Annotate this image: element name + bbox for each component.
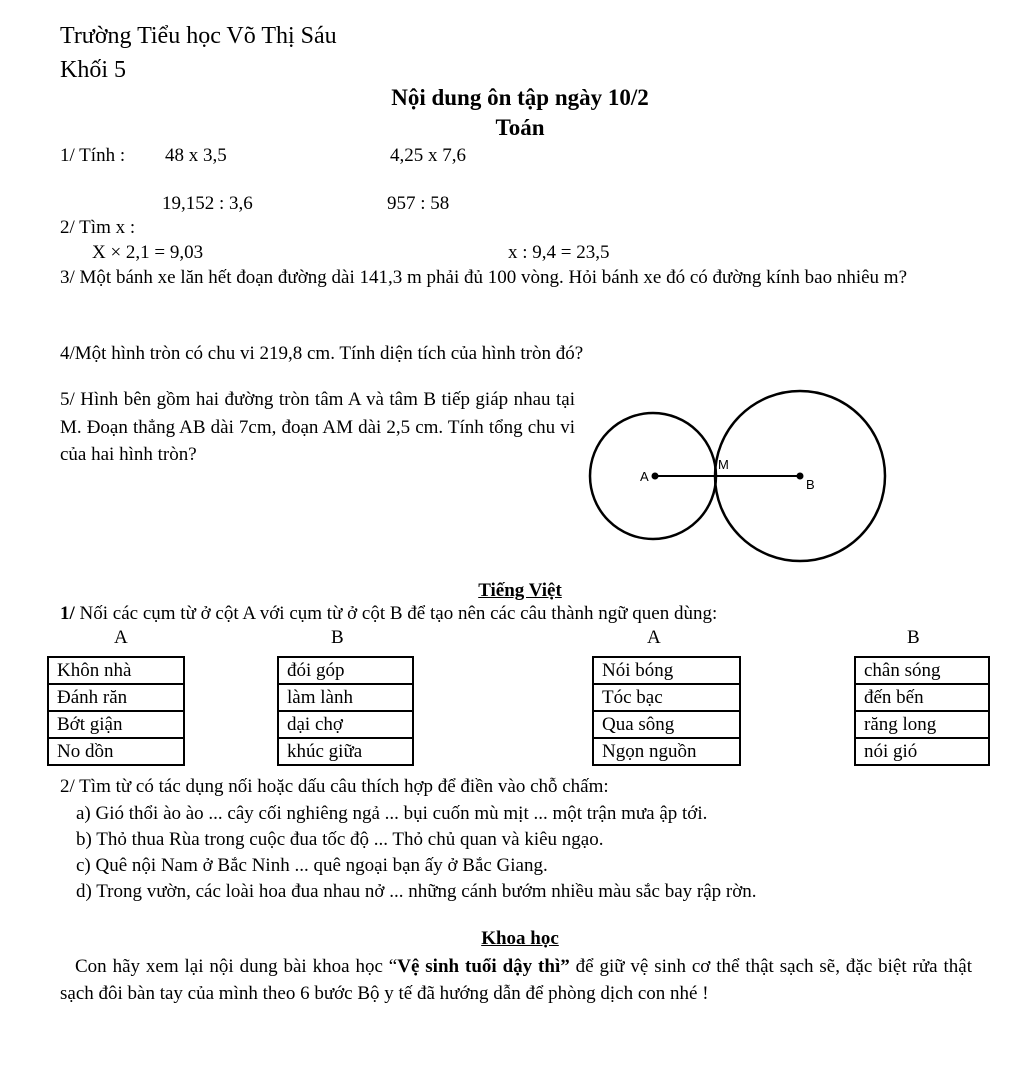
math-q1-item: 4,25 x 7,6 <box>390 145 466 166</box>
phrase-cell: Ngọn nguồn <box>602 741 697 762</box>
column-a-heading: A <box>647 627 661 648</box>
phrase-cell: răng long <box>856 712 988 739</box>
phrase-cell: khúc giữa <box>287 741 363 762</box>
column-a-heading: A <box>114 627 128 648</box>
column-b-heading: B <box>331 627 344 648</box>
math-q1-item: 957 : 58 <box>387 193 450 214</box>
math-q2-label: 2/ Tìm x : <box>60 217 136 238</box>
science-text-end: để giữ vệ sinh cơ thể thật sạch sẽ, đặc biệt rửa thật sạch đôi bàn tay của mình theo 6 bước Bộ y tế đã hướng dẫn để phòng dịch con nhé ! <box>60 956 972 1004</box>
phrase-cell: làm lành <box>279 685 412 712</box>
vietnamese-heading: Tiếng Việt <box>478 580 562 601</box>
phrase-cell: Bớt giận <box>49 712 183 739</box>
phrase-cell: Nói bóng <box>594 658 739 685</box>
phrase-cell: Khôn nhà <box>49 658 183 685</box>
phrase-cell: No dồn <box>57 741 114 762</box>
label-m: M <box>718 457 729 472</box>
point-b-dot <box>797 473 804 480</box>
matching-table-1a <box>47 656 185 766</box>
phrase-cell: Tóc bạc <box>594 685 739 712</box>
science-text-start: Con hãy xem lại nội dung bài khoa học “ <box>75 956 398 977</box>
matching-table-1b <box>277 656 414 766</box>
point-a-dot <box>652 473 659 480</box>
math-q2-equation: x : 9,4 = 23,5 <box>508 242 610 263</box>
phrase-cell: chân sóng <box>856 658 988 685</box>
math-heading: Toán <box>495 115 545 140</box>
science-text <box>60 954 972 1008</box>
matching-table-2b <box>854 656 990 766</box>
column-b-heading: B <box>907 627 920 648</box>
label-b: B <box>806 477 815 492</box>
page-title: Nội dung ôn tập ngày 10/2 <box>391 85 649 110</box>
vietnamese-q2-label: 2/ Tìm từ có tác dụng nối hoặc dấu câu thích hợp để điền vào chỗ chấm: <box>60 776 609 797</box>
math-q1-item: 19,152 : 3,6 <box>162 193 253 214</box>
label-a: A <box>640 469 649 484</box>
vietnamese-q1-instruction <box>60 603 717 626</box>
phrase-cell: đói góp <box>279 658 412 685</box>
vietnamese-q2-item: d) Trong vườn, các loài hoa đua nhau nở ... những cánh bướm nhiều màu sắc bay rập rờn. <box>76 881 757 902</box>
phrase-cell: dại chợ <box>279 712 412 739</box>
math-q4-text: 4/Một hình tròn có chu vi 219,8 cm. Tính diện tích của hình tròn đó? <box>60 343 584 364</box>
grade-label: Khối 5 <box>60 57 126 83</box>
math-q1-label: 1/ Tính : <box>60 145 126 166</box>
matching-table-2a <box>592 656 741 766</box>
phrase-cell: Đánh răn <box>49 685 183 712</box>
phrase-cell: đến bến <box>856 685 988 712</box>
math-q1-item: 48 x 3,5 <box>165 145 227 166</box>
vietnamese-q2-item: c) Quê nội Nam ở Bắc Ninh ... quê ngoại bạn ấy ở Bắc Giang. <box>76 855 548 876</box>
math-q5-text: 5/ Hình bên gồm hai đường tròn tâm A và tâm B tiếp giáp nhau tại M. Đoạn thẳng AB dài 7cm, đoạn AM dài 2,5 cm. Tính tổng chu vi của hai hình tròn? <box>60 389 575 466</box>
school-name: Trường Tiểu học Võ Thị Sáu <box>60 23 337 49</box>
vietnamese-q1-number: 1/ <box>60 603 75 624</box>
math-q2-equation: X × 2,1 = 9,03 <box>92 242 204 263</box>
science-lesson-title: Vệ sinh tuổi dậy thì” <box>397 956 570 977</box>
vietnamese-q2-item: b) Thỏ thua Rùa trong cuộc đua tốc độ ... Thỏ chủ quan và kiêu ngạo. <box>76 829 604 850</box>
vietnamese-q2-item: a) Gió thổi ào ào ... cây cối nghiêng ngả ... bụi cuốn mù mịt ... một trận mưa ập tới. <box>76 803 708 824</box>
science-heading: Khoa học <box>481 928 559 949</box>
vietnamese-q1-text: Nối các cụm từ ở cột A với cụm từ ở cột B để tạo nên các câu thành ngữ quen dùng: <box>74 603 718 624</box>
math-q3-text: 3/ Một bánh xe lăn hết đoạn đường dài 141,3 m phải đủ 100 vòng. Hỏi bánh xe đó có đường kính bao nhiêu m? <box>60 267 908 288</box>
phrase-cell: nói gió <box>864 741 918 762</box>
two-circles-figure <box>588 385 988 565</box>
phrase-cell: Qua sông <box>594 712 739 739</box>
